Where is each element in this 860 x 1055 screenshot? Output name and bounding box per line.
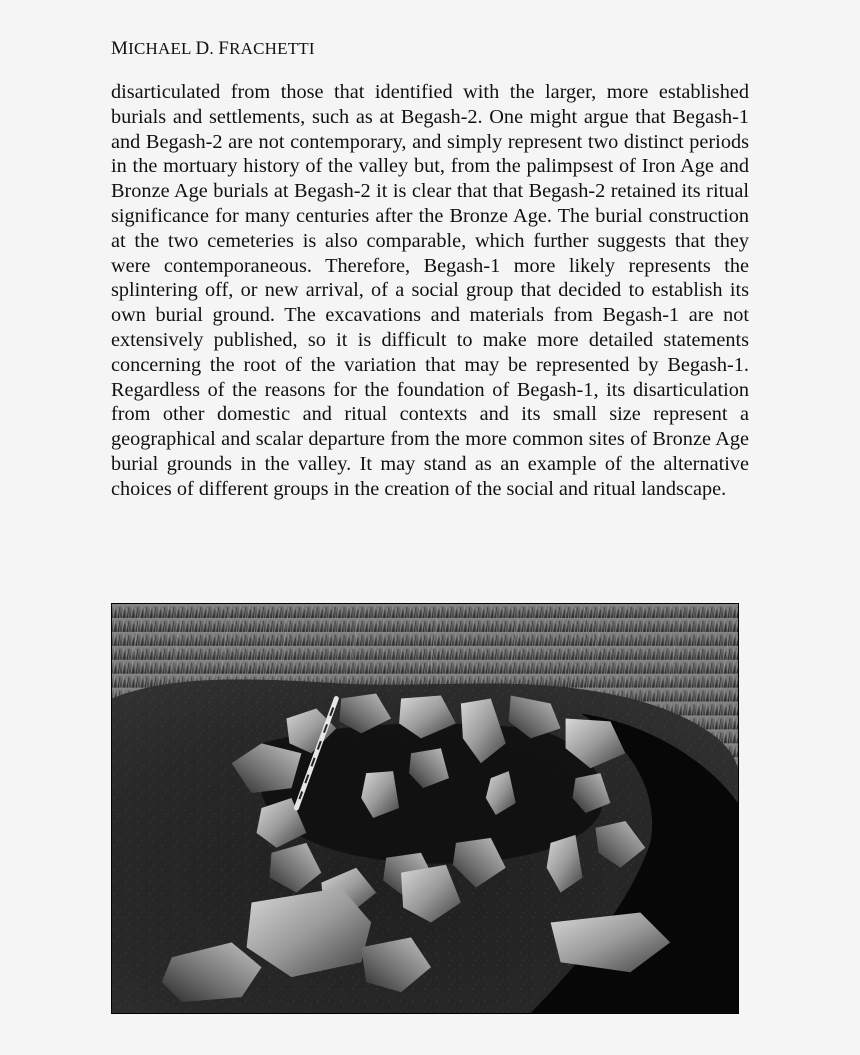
- running-head-author: [111, 38, 315, 60]
- running-head-text: MICHAEL D. FRACHETTI: [111, 38, 315, 59]
- body-paragraph: disarticulated from those that identified with the larger, more established burials and settlements, such as at Begash-2. One might argue that Begash-1 and Begash-2 are not contemporary, and simply represent two distinct periods in the mortuary history of the valley but, from the palimpsest of Iron Age and Bronze Age burials at Begash-2 it is clear that that Begash-2 retained its ritual significance for many centuries after the Bronze Age. The burial construction at the two cemeteries is also comparable, which further suggests that they were contemporaneous. Therefore, Begash-1 more likely represents the splintering off, or new arrival, of a social group that decided to establish its own burial ground. The excavations and materials from Begash-1 are not extensively published, so it is difficult to make more detailed statements concerning the root of the variation that may be represented by Begash-1. Regardless of the reasons for the foundation of Begash-1, its disarticulation from other domestic and ritual contexts and its small size represent a geographical and scalar departure from the more common sites of Bronze Age burial grounds in the valley. It may stand as an example of the alternative choices of different groups in the creation of the social and ritual landscape.: [111, 81, 749, 500]
- burial-photo-illustration: [112, 604, 738, 1013]
- figure-photograph: [111, 603, 739, 1014]
